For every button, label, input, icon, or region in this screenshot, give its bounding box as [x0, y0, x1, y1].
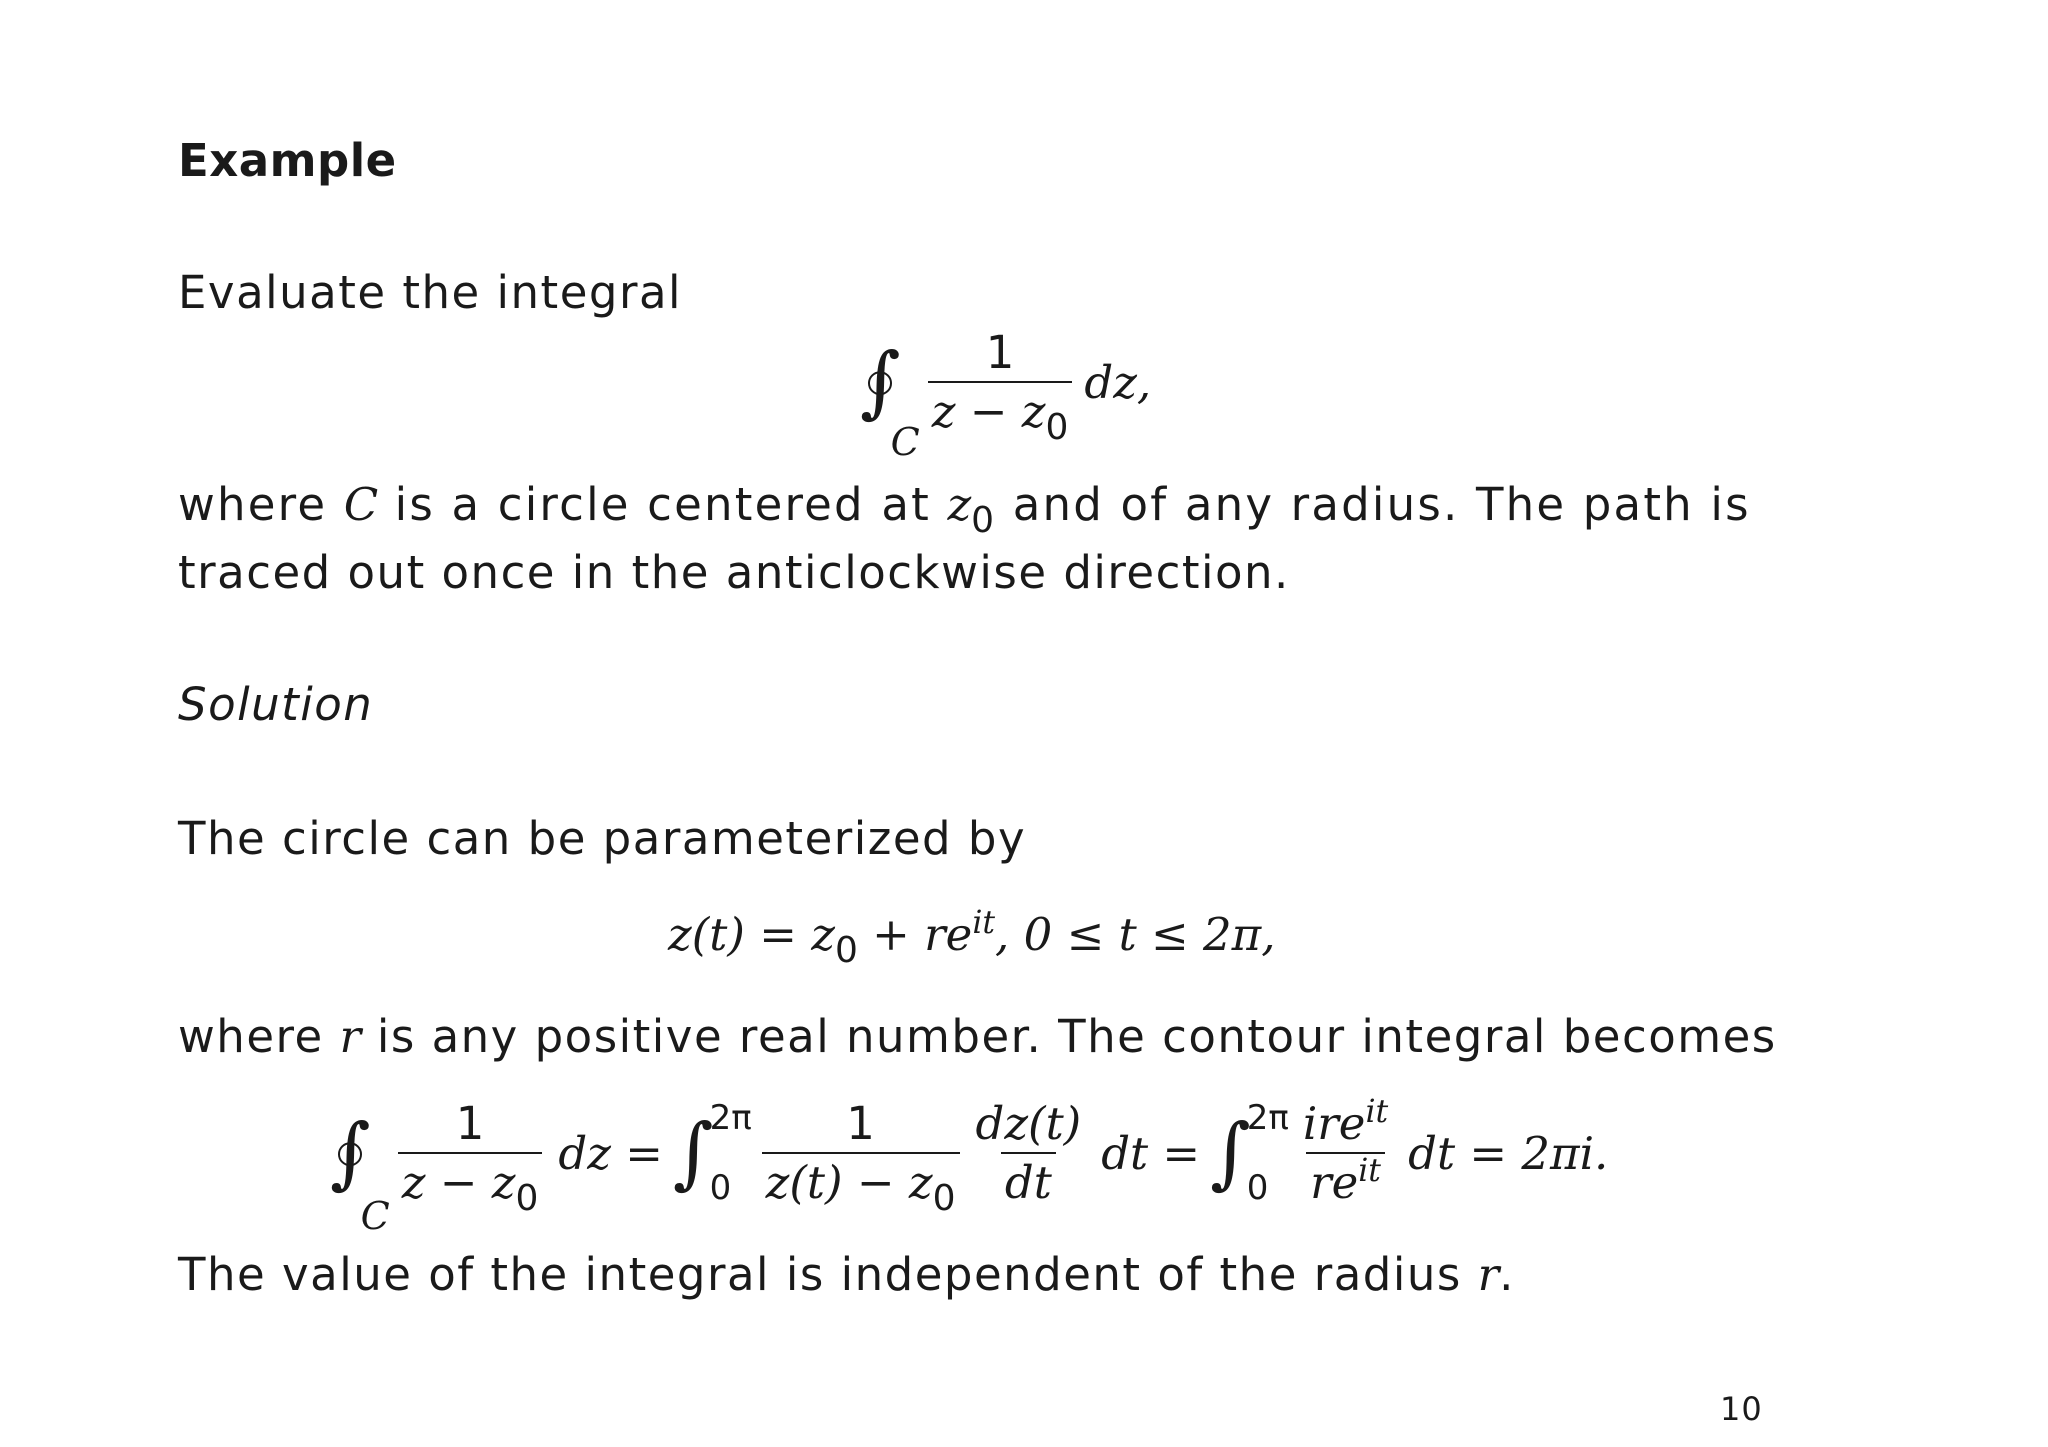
fraction-dzt-over-dt: $\frac{dz(t)}{dt}$ — [975, 1097, 1082, 1209]
conclusion-text: The value of the integral is independent of the radius r. — [178, 1248, 1515, 1301]
paragraph-traced-out: traced out once in the anticlockwise direction. — [178, 546, 1290, 599]
denominator: $z - z_0$ — [928, 381, 1073, 434]
example-heading: Example — [178, 134, 397, 187]
equation-contour-integral — [860, 326, 1152, 464]
integral-symbol: ∫ — [672, 1108, 714, 1198]
equation-parameterization: $z(t) = z_0 + re^{it}$, 0 ≤ t ≤ 2π, — [668, 904, 1276, 971]
fraction-1-over-zt-minus-z0: $\frac{1}{z(t) - z_0}$ — [762, 1101, 960, 1205]
fraction-1-over-z-minus-z0 — [928, 326, 1073, 448]
solution-label: Solution — [178, 678, 374, 731]
fraction-ireit-over-reit: $\frac{ire^{it}}{re^{it}}$ — [1302, 1093, 1389, 1209]
fraction-1-over-z-minus-z0: $\frac{1}{z - z_0}$ — [398, 1101, 543, 1205]
contour-label: C — [360, 1194, 390, 1238]
integral-limits: 2π 0 — [709, 1098, 752, 1208]
page-number: 10 — [1720, 1390, 1763, 1428]
equation-evaluation: ∫ C $\frac{1}{z - z_0}$ dz = ∫ 2π 0 $\frac{1}{z(t) - z_0}$ $\frac{dz(t)}{dt}$ dt = ∫ 2π 0 $\frac{ire^{it}}{re^{it}}$ dt = 2πi. — [330, 1093, 1609, 1238]
contour-label: C — [890, 420, 920, 464]
differential: dz, — [1084, 355, 1152, 409]
integral-limits: 2π 0 — [1246, 1098, 1289, 1208]
paragraph-where-c: where C is a circle centered at $z_0$ and of any radius. The path is — [178, 478, 1751, 541]
contour-integral-symbol: ∫ — [330, 1108, 371, 1198]
paragraph-where-r: where r is any positive real number. The contour integral becomes — [178, 1010, 1777, 1063]
numerator: 1 — [985, 326, 1015, 379]
intro-text: Evaluate the integral — [178, 266, 683, 319]
integral-symbol: ∫ — [1210, 1108, 1251, 1198]
contour-integral-symbol: ∫ — [860, 337, 901, 427]
result: dt = 2πi. — [1408, 1126, 1609, 1180]
param-intro-text: The circle can be parameterized by — [178, 812, 1027, 865]
